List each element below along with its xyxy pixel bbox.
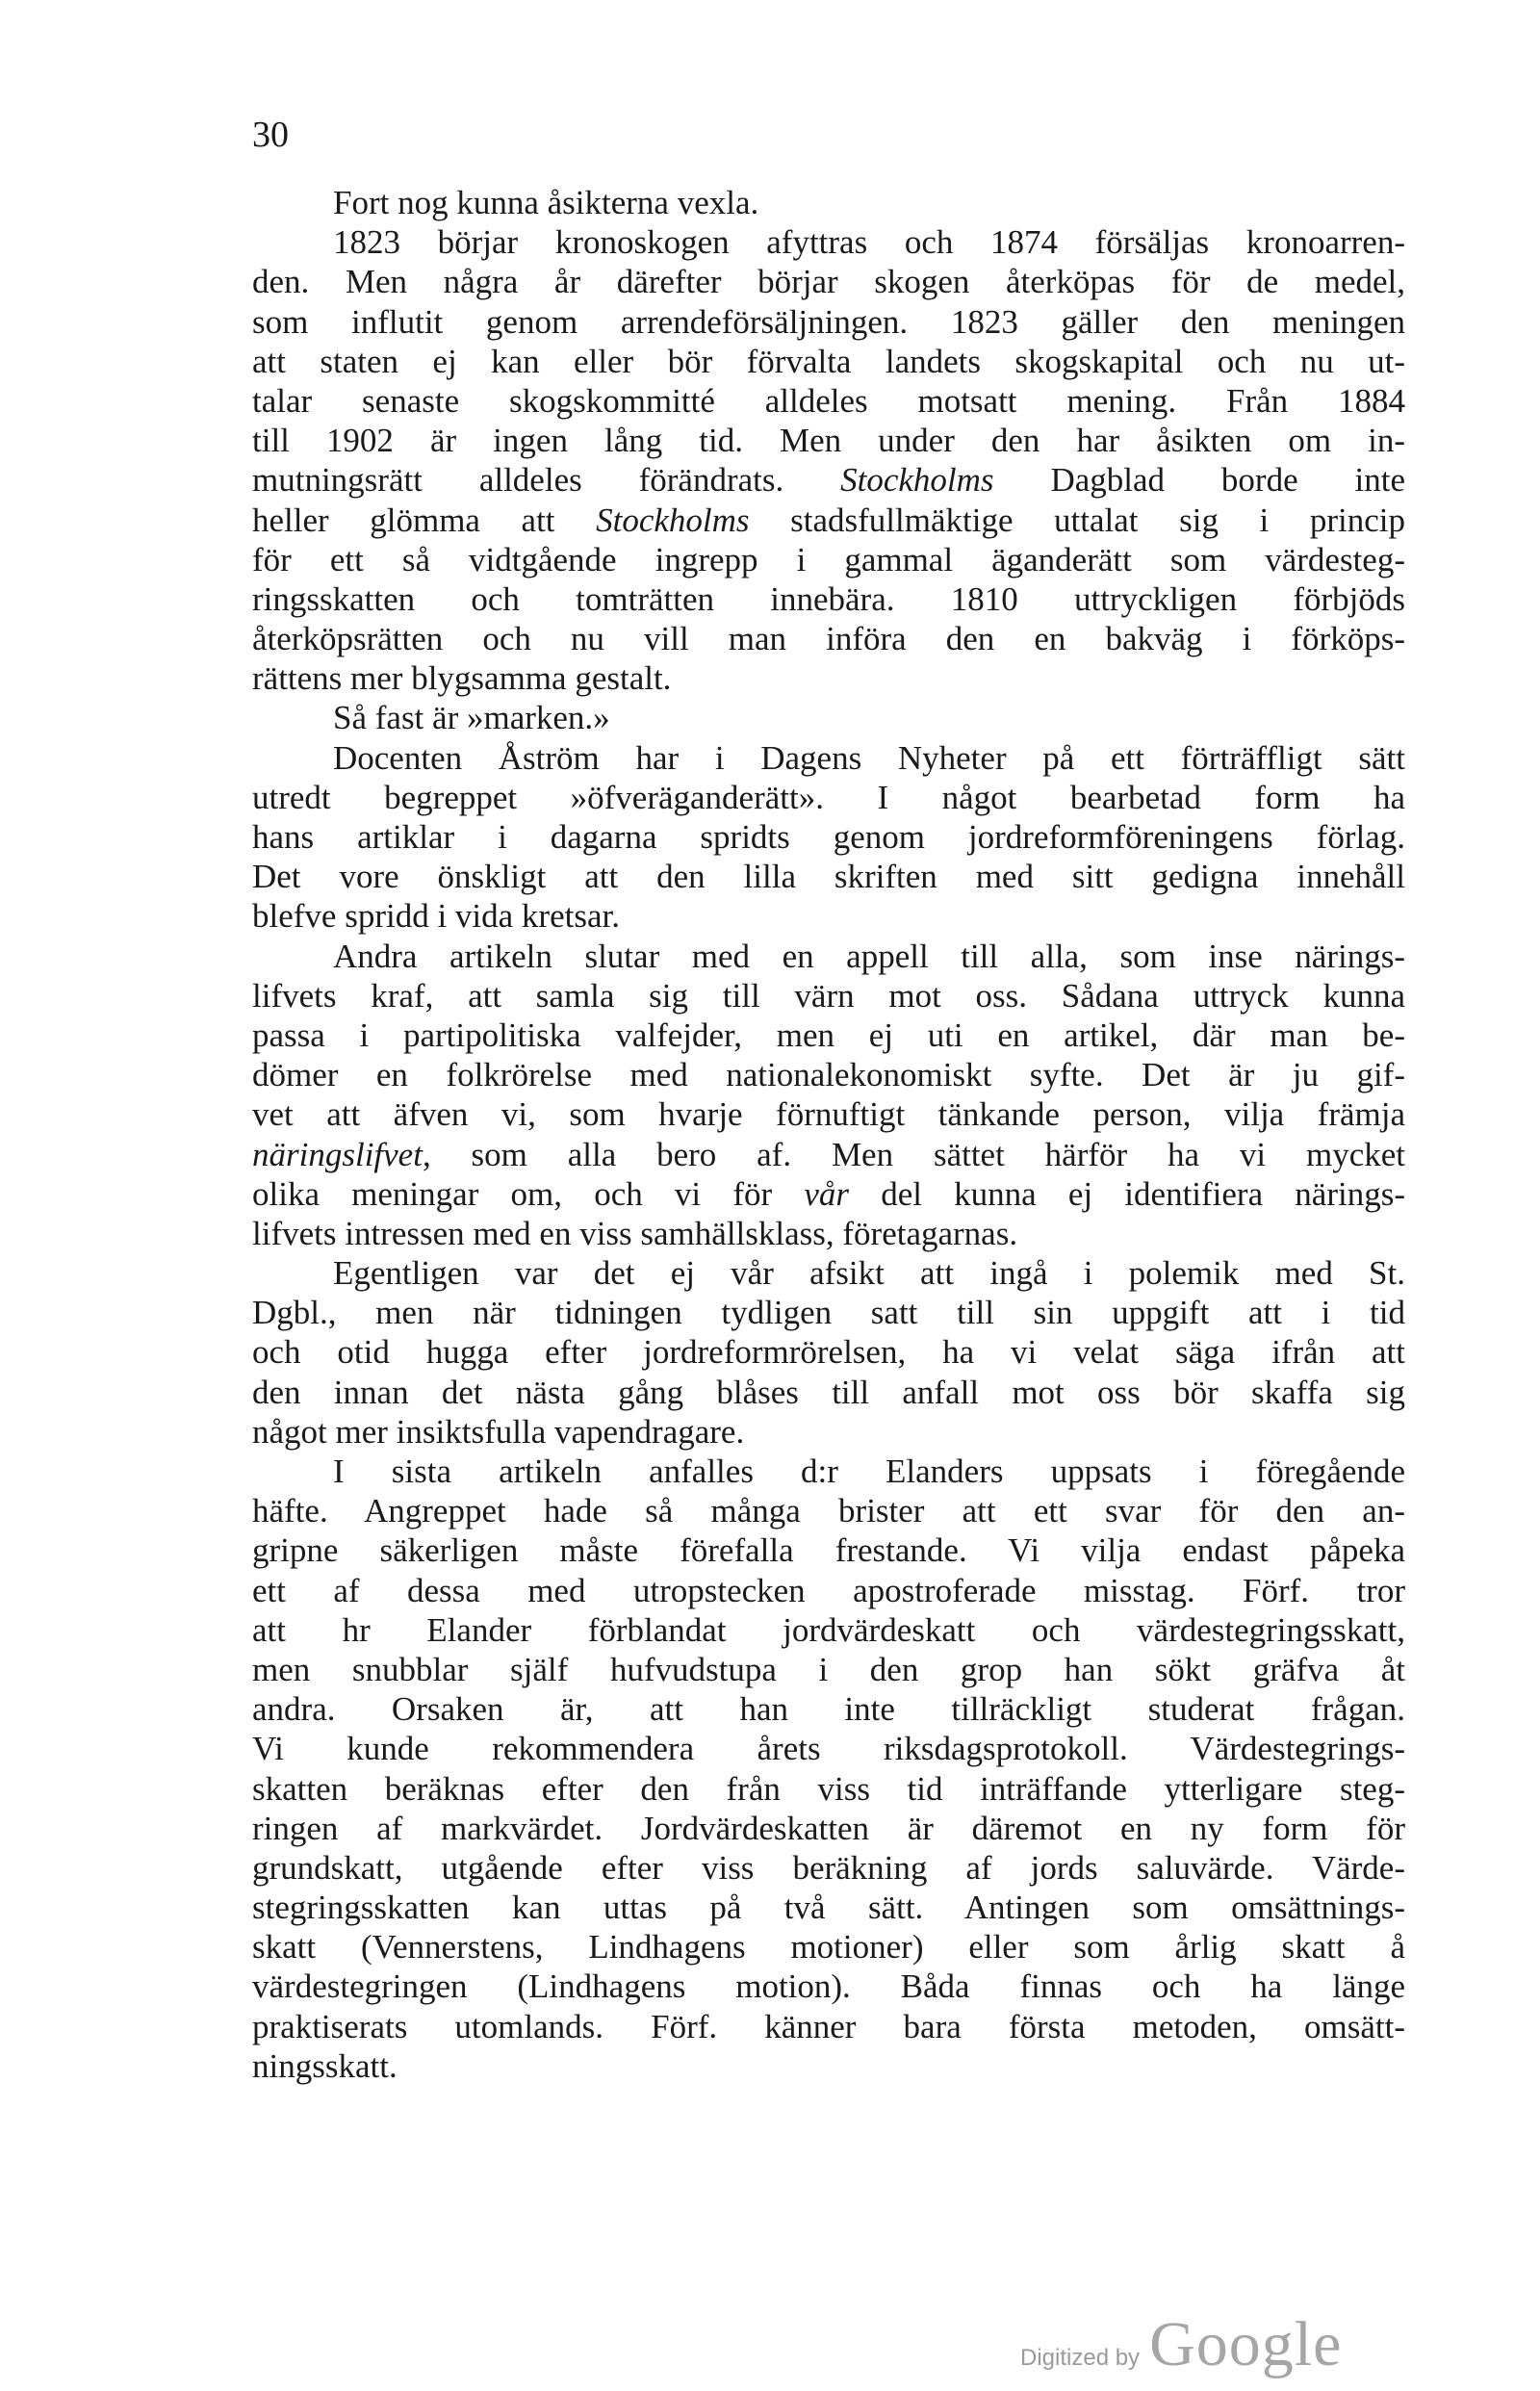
text-line: lifvets intressen med en viss samhällsklass, företagarnas. [252, 1214, 1018, 1252]
text-line: något mer insiktsfulla vapendragare. [252, 1412, 745, 1451]
text-line: Det vore önskligt att den lilla skriften med sitt gedigna innehåll [252, 858, 1405, 896]
text-line: ett af dessa med utropstecken apostroferade misstag. Förf. tror [252, 1571, 1405, 1609]
text-line: värdestegringen (Lindhagens motion). Båda finnas och ha länge [252, 1967, 1405, 2006]
digitized-by-google-watermark [1020, 2308, 1342, 2381]
text-line: Dgbl., men när tidningen tydligen satt till sin uppgift att i tid [252, 1294, 1405, 1332]
text-line: återköpsrätten och nu vill man införa den en bakväg i förköps- [252, 620, 1405, 658]
text-line: som influtit genom arrendeförsäljningen. 1823 gäller den meningen [252, 302, 1405, 341]
text-line: för ett så vidtgående ingrepp i gammal äganderätt som värdesteg- [252, 540, 1405, 578]
text-line: 1823 börjar kronoskogen afyttras och 1874 försäljas kronoarren- [333, 223, 1405, 262]
google-logo-text: Google [1149, 2309, 1343, 2379]
text-line: till 1902 är ingen lång tid. Men under den har åsikten om in- [252, 422, 1405, 460]
text-line: vet att äfven vi, som hvarje förnuftigt tänkande person, vilja främja [252, 1095, 1405, 1134]
watermark-prefix: Digitized by [1020, 2345, 1141, 2371]
text-line: blefve spridd i vida kretsar. [252, 897, 620, 936]
text-line: Andra artikeln slutar med en appell till alla, som inse närings- [333, 937, 1405, 975]
text-line: ningsskatt. [252, 2046, 398, 2085]
text-line: rättens mer blygsamma gestalt. [252, 659, 672, 698]
text-line: heller glömma att Stockholms stadsfullmäktige uttalat sig i princip [252, 501, 1405, 539]
text-line: Fort nog kunna åsikterna vexla. [333, 184, 759, 221]
page-number: 30 [252, 115, 289, 155]
text-line: grundskatt, utgående efter viss beräkning af jords saluvärde. Värde- [252, 1848, 1405, 1887]
text-line: och otid hugga efter jordreformrörelsen, ha vi velat säga ifrån att [252, 1333, 1405, 1372]
text-line: praktiserats utomlands. Förf. känner bara första metoden, omsätt- [252, 2007, 1405, 2045]
text-line: dömer en folkrörelse med nationalekonomiskt syfte. Det är ju gif- [252, 1056, 1405, 1094]
text-line: att hr Elander förblandat jordvärdeskatt och värdestegringsskatt, [252, 1610, 1405, 1649]
text-line: den innan det nästa gång blåses till anfall mot oss bör skaffa sig [252, 1373, 1405, 1411]
text-line: Så fast är »marken.» [333, 699, 610, 737]
text-line: passa i partipolitiska valfejder, men ej uti en artikel, där man be- [252, 1016, 1405, 1054]
text-line: lifvets kraf, att samla sig till värn mot oss. Sådana uttryck kunna [252, 976, 1405, 1015]
text-line: häfte. Angreppet hade så många brister att ett svar för den an- [252, 1492, 1405, 1530]
text-line: men snubblar själf hufvudstupa i den grop han sökt gräfva åt [252, 1650, 1405, 1688]
text-line: Docenten Åström har i Dagens Nyheter på ett förträffligt sätt [333, 738, 1405, 777]
text-line: andra. Orsaken är, att han inte tillräckligt studerat frågan. [252, 1690, 1405, 1729]
text-line: ringen af markvärdet. Jordvärdeskatten är däremot en ny form för [252, 1809, 1405, 1847]
text-line: mutningsrätt alldeles förändrats. Stockholms Dagblad borde inte [252, 461, 1405, 500]
text-line: olika meningar om, och vi för vår del kunna ej identifiera närings- [252, 1174, 1405, 1213]
text-line: skatt (Vennerstens, Lindhagens motioner) eller som årlig skatt å [252, 1928, 1405, 1967]
text-line: näringslifvet, som alla bero af. Men sättet härför ha vi mycket [252, 1135, 1405, 1173]
text-line: hans artiklar i dagarna spridts genom jordreformföreningens förlag. [252, 818, 1405, 856]
text-line: talar senaste skogskommitté alldeles motsatt mening. Från 1884 [252, 381, 1405, 420]
text-line: att staten ej kan eller bör förvalta landets skogskapital och nu ut- [252, 342, 1405, 380]
text-line: Egentligen var det ej vår afsikt att ingå i polemik med St. [333, 1254, 1405, 1293]
text-line: gripne säkerligen måste förefalla frestande. Vi vilja endast påpeka [252, 1531, 1405, 1570]
text-line: ringsskatten och tomträtten innebära. 1810 uttryckligen förbjöds [252, 579, 1405, 618]
text-line: stegringsskatten kan uttas på två sätt. Antingen som omsättnings- [252, 1889, 1405, 1927]
text-line: den. Men några år därefter börjar skogen återköpas för de medel, [252, 263, 1405, 301]
text-line: skatten beräknas efter den från viss tid inträffande ytterligare steg- [252, 1769, 1405, 1808]
text-line: I sista artikeln anfalles d:r Elanders uppsats i föregående [333, 1453, 1405, 1490]
body-text [252, 183, 1405, 2086]
text-line: Vi kunde rekommendera årets riksdagsprotokoll. Värdestegrings- [252, 1730, 1405, 1768]
text-line: utredt begreppet »öfveräganderätt». I något bearbetad form ha [252, 778, 1405, 816]
